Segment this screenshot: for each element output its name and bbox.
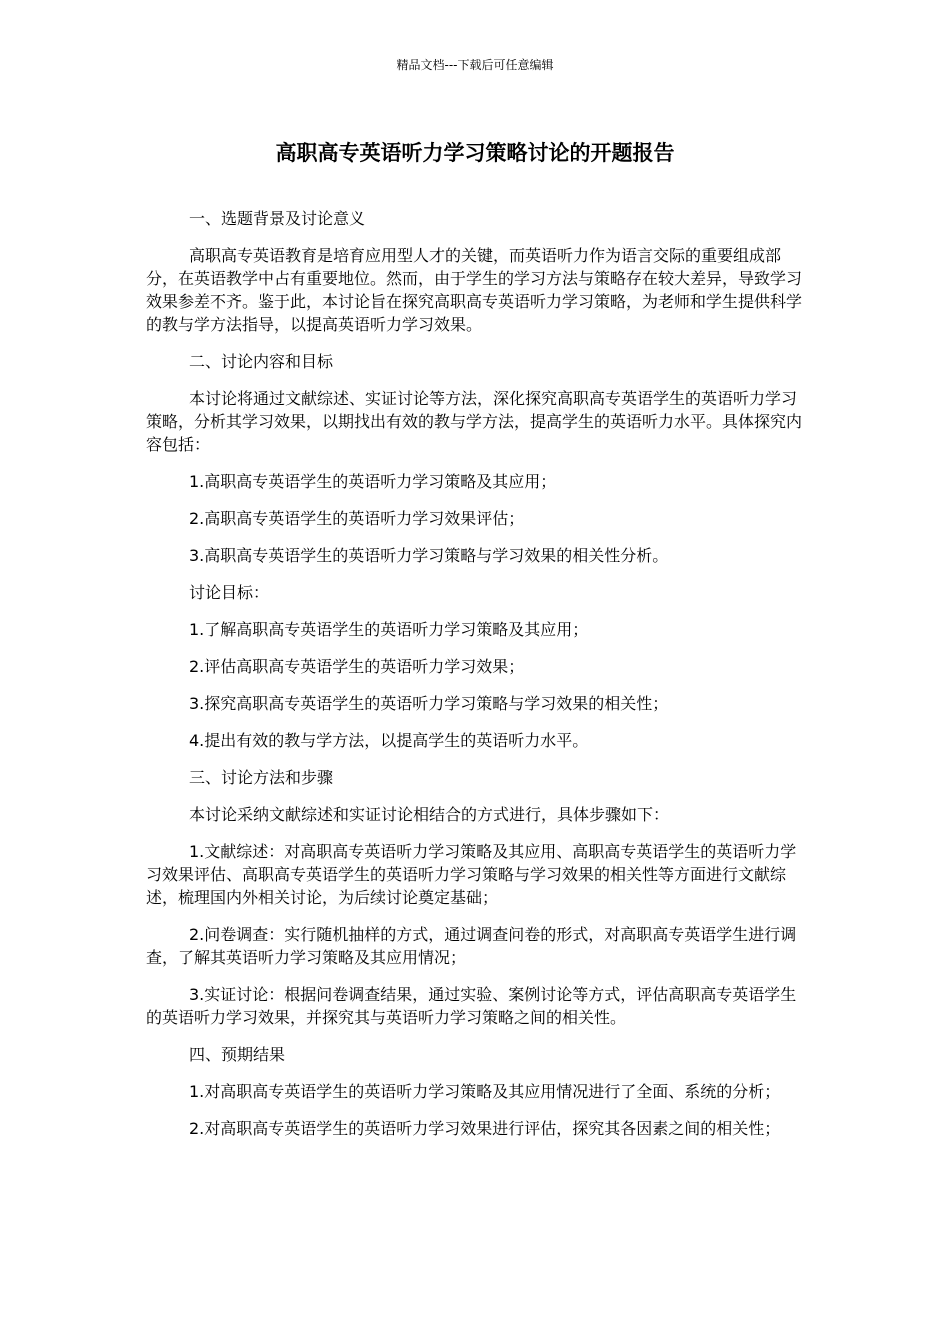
header-note: 精品文档---下载后可任意编辑 — [396, 58, 554, 72]
section-heading-3: 三、讨论方法和步骤 — [189, 768, 334, 787]
list-item-content-2: 2.高职高专英语学生的英语听力学习效果评估； — [189, 509, 525, 528]
document-body — [146, 207, 804, 1154]
list-item-objective-4: 4.提出有效的教与学方法，以提高学生的英语听力水平。 — [189, 731, 589, 750]
paragraph-method-intro: 本讨论采纳文献综述和实证讨论相结合的方式进行，具体步骤如下： — [189, 805, 670, 824]
list-item-result-2: 2.对高职高专英语学生的英语听力学习效果进行评估，探究其各因素之间的相关性； — [189, 1119, 781, 1138]
list-item-objective-2: 2.评估高职高专英语学生的英语听力学习效果； — [189, 657, 525, 676]
list-item-step-1: 1.文献综述：对高职高专英语听力学习策略及其应用、高职高专英语学生的英语听力学习效果评估、高职高专英语学生的英语听力学习策略与学习效果的相关性等方面进行文献综述，梳理国内外相关讨论，为后续讨论奠定基础； — [146, 842, 797, 907]
list-item-objective-1: 1.了解高职高专英语学生的英语听力学习策略及其应用； — [189, 620, 589, 639]
paragraph-background: 高职高专英语教育是培育应用型人才的关键，而英语听力作为语言交际的重要组成部分，在英语教学中占有重要地位。然而，由于学生的学习方法与策略存在较大差异，导致学习效果参差不齐。鉴于此，本讨论旨在探究高职高专英语听力学习策略，为老师和学生提供科学的教与学方法指导，以提高英语听力学习效果。 — [146, 246, 803, 334]
objectives-label: 讨论目标： — [189, 583, 270, 602]
list-item-content-1: 1.高职高专英语学生的英语听力学习策略及其应用； — [189, 472, 557, 491]
section-heading-4: 四、预期结果 — [189, 1045, 286, 1064]
list-item-objective-3: 3.探究高职高专英语学生的英语听力学习策略与学习效果的相关性； — [189, 694, 669, 713]
document-title: 高职高专英语听力学习策略讨论的开题报告 — [275, 141, 675, 165]
section-heading-2: 二、讨论内容和目标 — [189, 352, 334, 371]
list-item-step-2: 2.问卷调查：实行随机抽样的方式，通过调查问卷的形式，对高职高专英语学生进行调查，了解其英语听力学习策略及其应用情况； — [146, 925, 797, 967]
paragraph-content-intro: 本讨论将通过文献综述、实证讨论等方法，深化探究高职高专英语学生的英语听力学习策略，分析其学习效果，以期找出有效的教与学方法，提高学生的英语听力水平。具体探究内容包括： — [146, 389, 803, 454]
list-item-result-1: 1.对高职高专英语学生的英语听力学习策略及其应用情况进行了全面、系统的分析； — [189, 1082, 781, 1101]
list-item-step-3: 3.实证讨论：根据问卷调查结果，通过实验、案例讨论等方式，评估高职高专英语学生的英语听力学习效果，并探究其与英语听力学习策略之间的相关性。 — [146, 985, 797, 1027]
section-heading-1: 一、选题背景及讨论意义 — [189, 209, 366, 228]
list-item-content-3: 3.高职高专英语学生的英语听力学习策略与学习效果的相关性分析。 — [189, 546, 669, 565]
